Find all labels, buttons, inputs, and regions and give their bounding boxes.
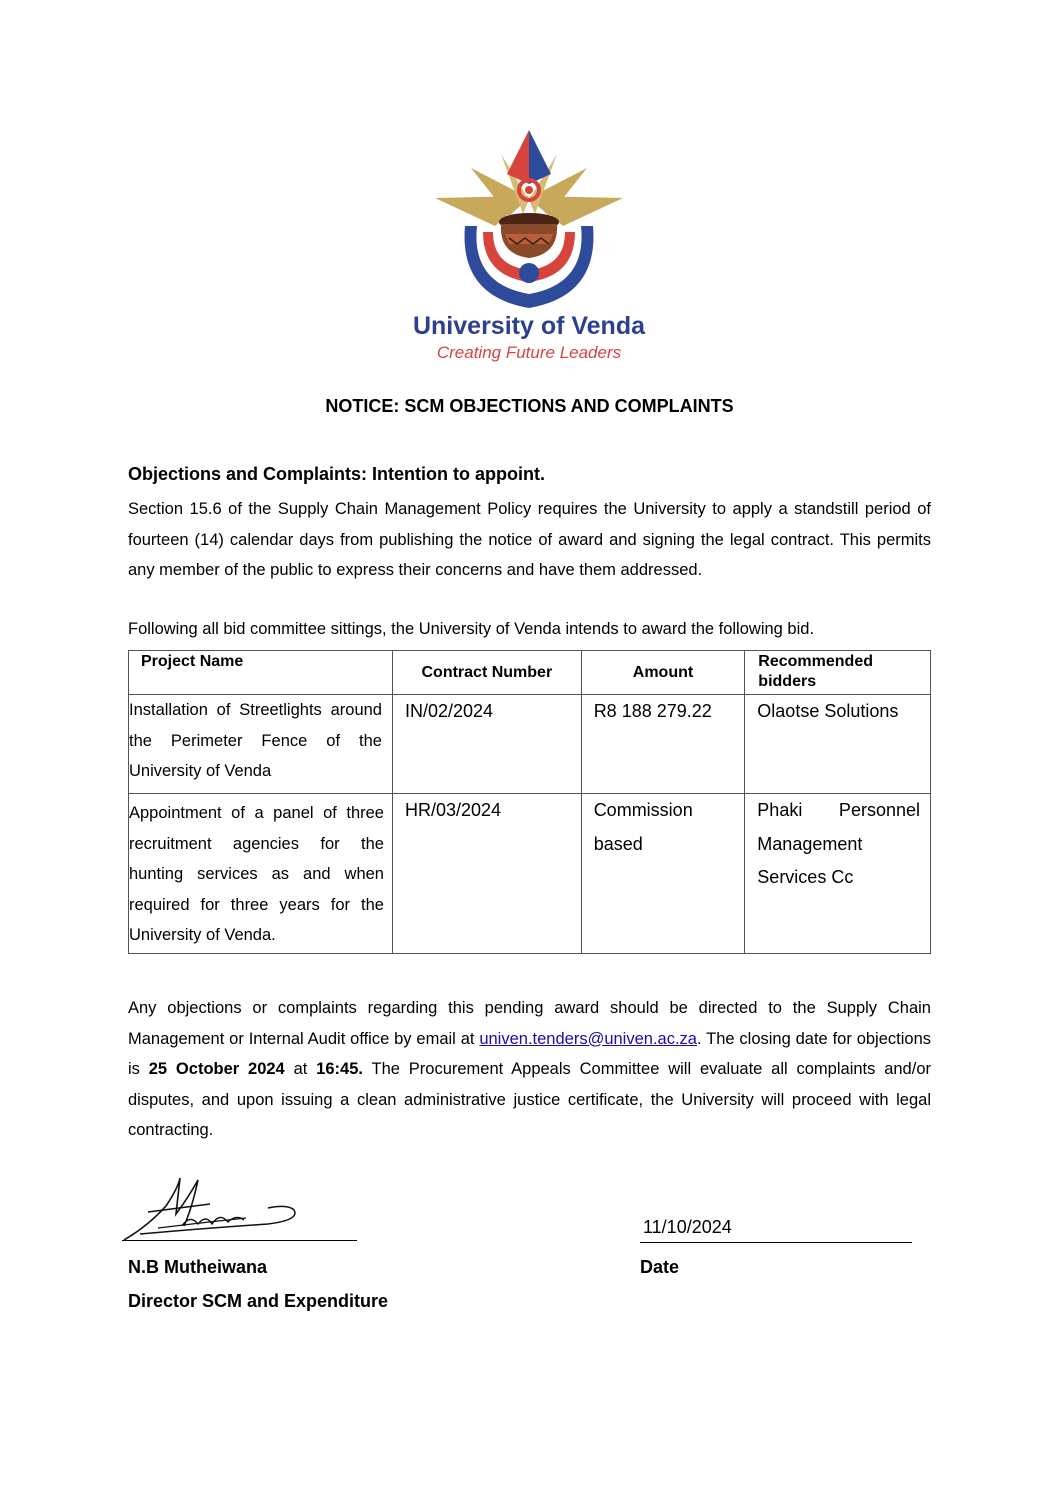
table-row bbox=[129, 695, 931, 794]
closing-paragraph bbox=[128, 993, 931, 1146]
cell-project-name: Appointment of a panel of three recruitment agencies for the hunting services as and when required for three years for the University of Venda. bbox=[129, 794, 393, 954]
closing-time: 16:45. bbox=[316, 1060, 363, 1078]
closing-text-3: at bbox=[284, 1060, 317, 1078]
closing-text-2: . The closing date for objections is bbox=[128, 1029, 931, 1078]
cell-amount: R8 188 279.22 bbox=[581, 695, 745, 794]
cell-project-name: Installation of Streetlights around the Perimeter Fence of the University of Venda bbox=[129, 695, 393, 794]
cell-contract-number: IN/02/2024 bbox=[392, 695, 581, 794]
handwritten-signature bbox=[118, 1168, 304, 1248]
cell-amount: Commission based bbox=[581, 794, 745, 954]
signer-name: N.B Mutheiwana bbox=[128, 1257, 268, 1277]
closing-text-1: Any objections or complaints regarding this pending award should be directed to the Supply Chain Management or Internal Audit office by email at bbox=[128, 999, 931, 1048]
email-link[interactable]: univen.tenders@univen.ac.za bbox=[479, 1029, 697, 1048]
header-contract-number: Contract Number bbox=[392, 651, 581, 695]
date-line bbox=[640, 1242, 912, 1243]
signature-line bbox=[122, 1240, 357, 1241]
cell-recommended-bidder: Phaki Personnel Management Services Cc bbox=[745, 794, 931, 954]
lead-sentence: Following all bid committee sittings, the University of Venda intends to award the following bid. bbox=[128, 620, 815, 638]
logo-tagline: Creating Future Leaders bbox=[436, 343, 622, 362]
signer-title: Director SCM and Expenditure bbox=[128, 1291, 389, 1311]
date-value: 11/10/2024 bbox=[643, 1217, 732, 1237]
notice-title: NOTICE: SCM OBJECTIONS AND COMPLAINTS bbox=[325, 396, 734, 416]
table-header-row bbox=[129, 651, 931, 695]
closing-date: 25 October 2024 bbox=[148, 1060, 285, 1078]
cell-recommended-bidder: Olaotse Solutions bbox=[745, 695, 931, 794]
logo-emblem bbox=[383, 126, 675, 368]
table-row bbox=[129, 794, 931, 954]
section-heading: Objections and Complaints: Intention to appoint. bbox=[128, 464, 545, 484]
intro-paragraph: Section 15.6 of the Supply Chain Management Policy requires the University to apply a standstill period of fourteen (14) calendar days from publishing the notice of award and signing the legal contract. This permits any member of the public to express their concerns and have them addressed. bbox=[128, 500, 931, 579]
date-label: Date bbox=[640, 1257, 680, 1277]
header-project-name: Project Name bbox=[129, 651, 393, 695]
closing-text-4: The Procurement Appeals Committee will evaluate all complaints and/or disputes, and upon issuing a clean administrative justice certificate, the University will proceed with legal contracting. bbox=[128, 1060, 931, 1139]
logo-name: University of Venda bbox=[412, 312, 646, 340]
university-logo bbox=[383, 126, 675, 368]
header-amount: Amount bbox=[581, 651, 745, 695]
bids-table bbox=[128, 650, 931, 954]
header-recommended-bidders: Recommended bidders bbox=[745, 651, 931, 695]
cell-contract-number: HR/03/2024 bbox=[392, 794, 581, 954]
